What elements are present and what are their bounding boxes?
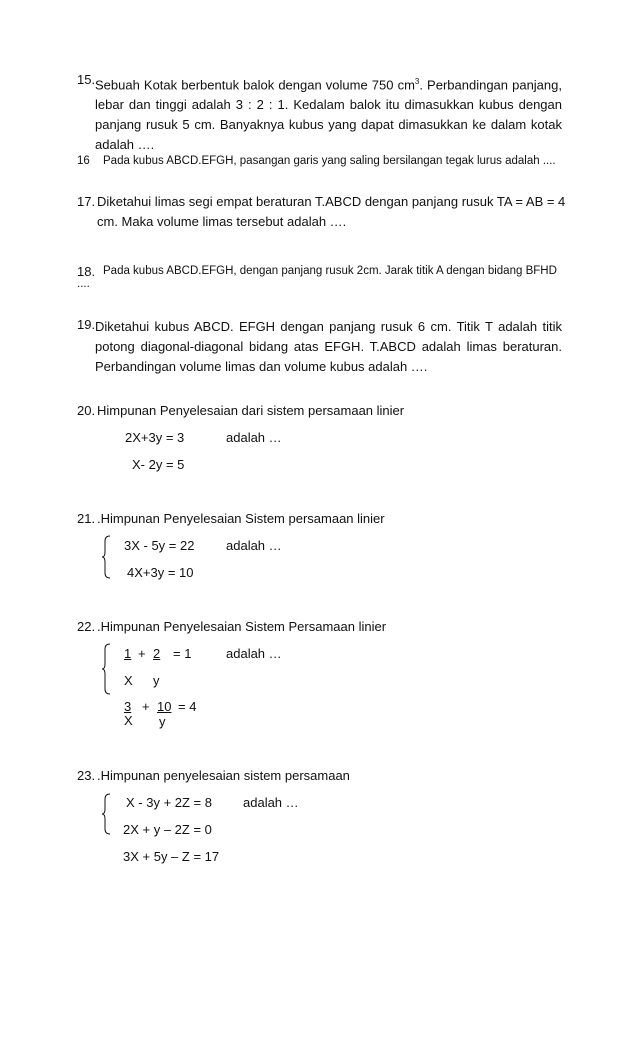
q20-eq1: 2X+3y = 3 [125,430,185,445]
q19-number: 19. [77,317,96,332]
q21-number: 21. [77,511,96,526]
q20-number: 20. [77,403,96,418]
q22-eq1-den1: X [124,673,133,688]
q22-brace [102,643,112,695]
q22-eq1-rhs: = 1 [173,646,192,661]
q20-title: Himpunan Penyelesaian dari sistem persamaan linier [97,403,405,418]
q22-eq1-den2: y [153,673,160,688]
q18-number: 18. [77,264,96,279]
q22-eq1-num2: 2 [153,646,161,661]
q15-number: 15. [77,72,96,87]
q21-eq1: 3X - 5y = 22 [124,538,195,553]
q15-text-after: . Perbandingan panjang, lebar dan tinggi adalah 3 : 2 : 1. Kedalam balok itu dimasukkan kubus dengan panjang rusuk 5 cm. Banyaknya kubus yang dapat dimasukkan ke dalam kotak adalah …. [95,77,562,153]
q23-eq2: 2X + y – 2Z = 0 [123,822,212,837]
q23-brace [102,793,112,835]
q17-line2: cm. Maka volume limas tersebut adalah …. [97,214,347,229]
q21-suffix: adalah … [226,538,282,553]
q16-number: 16 [77,155,90,167]
q22-suffix: adalah … [226,646,282,661]
q22-eq2-plus: + [142,699,150,714]
q23-eq1: X - 3y + 2Z = 8 [126,795,212,810]
q18-text: Pada kubus ABCD.EFGH, dengan panjang rusuk 2cm. Jarak titik A dengan bidang BFHD [103,265,557,277]
q20-eq2: X- 2y = 5 [132,457,185,472]
q22-number: 22. [77,619,96,634]
q23-title: .Himpunan penyelesaian sistem persamaan [97,768,350,783]
q17-number: 17. [77,194,96,209]
q23-eq3: 3X + 5y – Z = 17 [123,849,220,864]
q19-text: Diketahui kubus ABCD. EFGH dengan panjang rusuk 6 cm. Titik T adalah titik potong diagonal-diagonal bidang atas EFGH. T.ABCD adalah limas beraturan. Perbandingan volume limas dan volume kubus adalah …. [95,319,562,374]
q22-eq1-num1: 1 [124,646,132,661]
q22-eq2-rhs: = 4 [178,699,197,714]
q16-text: Pada kubus ABCD.EFGH, pasangan garis yang saling bersilangan tegak lurus adalah .... [103,155,556,167]
q15-text-before: Sebuah Kotak berbentuk balok dengan volume 750 cm [95,77,415,93]
q23-number: 23. [77,768,96,783]
q21-brace [102,535,112,579]
q15-sup: 3 [414,77,420,86]
q23-suffix: adalah … [243,795,299,810]
q17-line1: Diketahui limas segi empat beraturan T.ABCD dengan panjang rusuk TA = AB = 4 [97,194,566,209]
q20-suffix: adalah … [226,430,282,445]
q22-eq2-num2: 10 [157,699,172,714]
q21-eq2: 4X+3y = 10 [127,565,194,580]
q22-eq2-den2: y [159,714,166,729]
q22-eq2-num1: 3 [124,699,132,714]
q18-cont: .... [77,278,90,290]
q15-text [95,72,562,155]
q22-title: .Himpunan Penyelesaian Sistem Persamaan linier [97,619,387,634]
q22-eq2-den1: X [124,713,133,728]
q22-eq1-plus: + [138,646,146,661]
q21-title: .Himpunan Penyelesaian Sistem persamaan linier [97,511,385,526]
